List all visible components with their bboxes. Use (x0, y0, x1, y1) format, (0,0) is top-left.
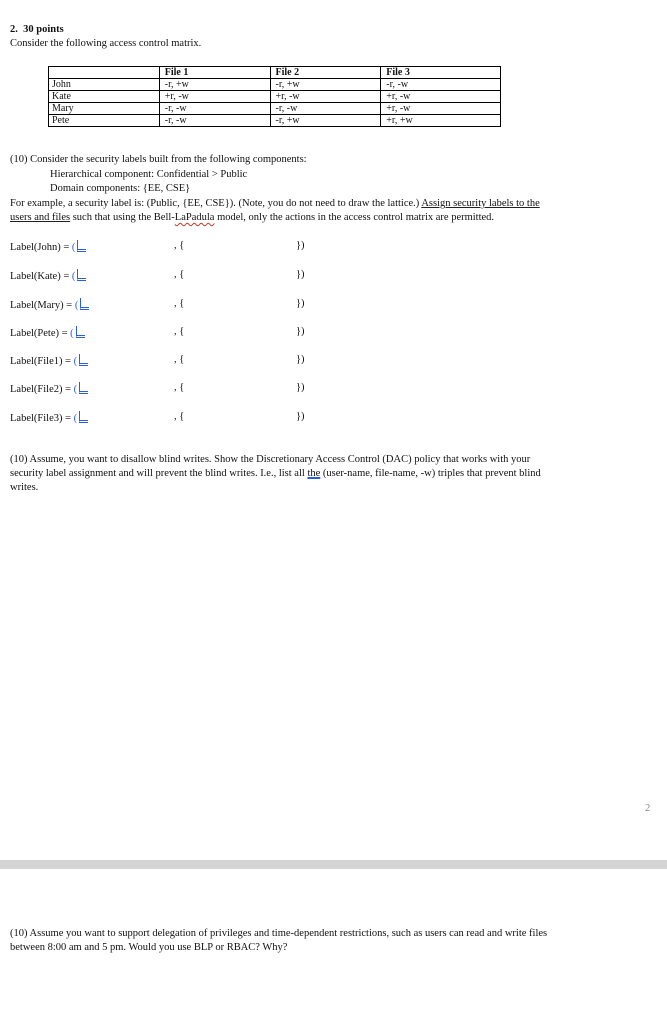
label-pete-blank[interactable] (76, 326, 85, 338)
matrix-row-mary (49, 103, 501, 115)
matrix-cell: +r, -w (270, 91, 381, 103)
part2-line1: (10) Assume, you want to disallow blind writes. Show the Discretionary Access Control (DAC) policy that works with your (10, 454, 531, 465)
label-separator: , { (174, 411, 185, 422)
bell-text: such that using the Bell- (70, 212, 175, 223)
label-file1-blank[interactable] (79, 354, 88, 366)
matrix-cell: -r, +w (270, 115, 381, 127)
files-text: files (52, 212, 71, 223)
question-intro: Consider the following access control matrix. (10, 38, 202, 49)
matrix-row-pete (49, 115, 501, 127)
part1-example-line (10, 198, 540, 209)
access-control-matrix (48, 66, 501, 127)
matrix-cell: -r, -w (159, 115, 270, 127)
label-file2-blank[interactable] (79, 382, 88, 394)
label-separator: , { (174, 298, 185, 309)
matrix-header-file3: File 3 (381, 67, 501, 79)
label-separator: , { (174, 354, 185, 365)
matrix-header-row (49, 67, 501, 79)
label-close: }) (296, 326, 305, 337)
domain-components: Domain components: {EE, CSE} (50, 183, 191, 194)
label-close: }) (296, 240, 305, 251)
the-text: the (307, 468, 321, 479)
part3-line2: between 8:00 am and 5 pm. Would you use BLP or RBAC? Why? (10, 942, 288, 953)
label-file1-row (10, 354, 350, 368)
label-separator: , { (174, 382, 185, 393)
label-john: Label(John) = ( (10, 240, 86, 253)
label-pete: Label(Pete) = ( (10, 326, 85, 339)
part2-line2: security label assignment and will prevent the blind writes. I.e., list all the (user-name, file-name, -w) triples that prevent blind (10, 468, 541, 479)
matrix-cell: -r, +w (270, 79, 381, 91)
label-file3-blank[interactable] (79, 411, 88, 423)
label-file2-row (10, 382, 350, 396)
label-john-row (10, 240, 350, 254)
label-close: }) (296, 382, 305, 393)
matrix-cell: -r, +w (159, 79, 270, 91)
matrix-row-kate (49, 91, 501, 103)
matrix-row-john (49, 79, 501, 91)
assign-text: Assign security labels to the (421, 198, 540, 209)
label-kate-blank[interactable] (77, 269, 86, 281)
hierarchical-component: Hierarchical component: Confidential > Public (50, 169, 248, 180)
matrix-cell: +r, +w (381, 115, 501, 127)
label-file1: Label(File1) = ( (10, 354, 88, 367)
part2-line3: writes. (10, 482, 39, 493)
matrix-user-cell: Pete (49, 115, 160, 127)
label-separator: , { (174, 326, 185, 337)
question-points: 30 points (23, 24, 64, 35)
matrix-cell: +r, -w (381, 103, 501, 115)
label-close: }) (296, 354, 305, 365)
page-number: 2 (645, 803, 651, 814)
label-mary-blank[interactable] (80, 298, 89, 310)
matrix-cell: -r, -w (381, 79, 501, 91)
lapadula-text: LaPadula (174, 212, 215, 223)
part3-line1: (10) Assume you want to support delegation of privileges and time-dependent restrictions, such as users can read and write files (10, 928, 548, 939)
label-separator: , { (174, 269, 185, 280)
matrix-cell: -r, -w (270, 103, 381, 115)
label-file3-row (10, 411, 350, 425)
example-text: For example, a security label is: (Public, {EE, CSE}). (Note, you do not need to draw the lattice.) (10, 198, 422, 209)
matrix-header-file2: File 2 (270, 67, 381, 79)
label-mary-row (10, 298, 350, 312)
label-pete-row (10, 326, 350, 340)
label-close: }) (296, 411, 305, 422)
page-2 (0, 869, 667, 1024)
matrix-user-cell: Kate (49, 91, 160, 103)
label-john-blank[interactable] (77, 240, 86, 252)
part1-instruction-line (10, 212, 494, 223)
part1-prompt: (10) Consider the security labels built from the following components: (10, 154, 307, 165)
matrix-header-file1: File 1 (159, 67, 270, 79)
label-mary: Label(Mary) = ( (10, 298, 89, 311)
label-close: }) (296, 298, 305, 309)
label-separator: , { (174, 240, 185, 251)
question-heading (10, 24, 64, 35)
page-separator (0, 860, 667, 869)
label-file3: Label(File3) = ( (10, 411, 88, 424)
label-kate-row (10, 269, 350, 283)
label-file2: Label(File2) = ( (10, 382, 88, 395)
matrix-cell: -r, -w (159, 103, 270, 115)
label-close: }) (296, 269, 305, 280)
users-and-text: users and (10, 212, 52, 223)
question-number: 2. (10, 24, 18, 35)
label-kate: Label(Kate) = ( (10, 269, 86, 282)
matrix-cell: +r, -w (159, 91, 270, 103)
matrix-user-cell: John (49, 79, 160, 91)
matrix-corner-cell (49, 67, 160, 79)
matrix-cell: +r, -w (381, 91, 501, 103)
matrix-user-cell: Mary (49, 103, 160, 115)
model-text: model, only the actions in the access control matrix are permitted. (214, 212, 495, 223)
